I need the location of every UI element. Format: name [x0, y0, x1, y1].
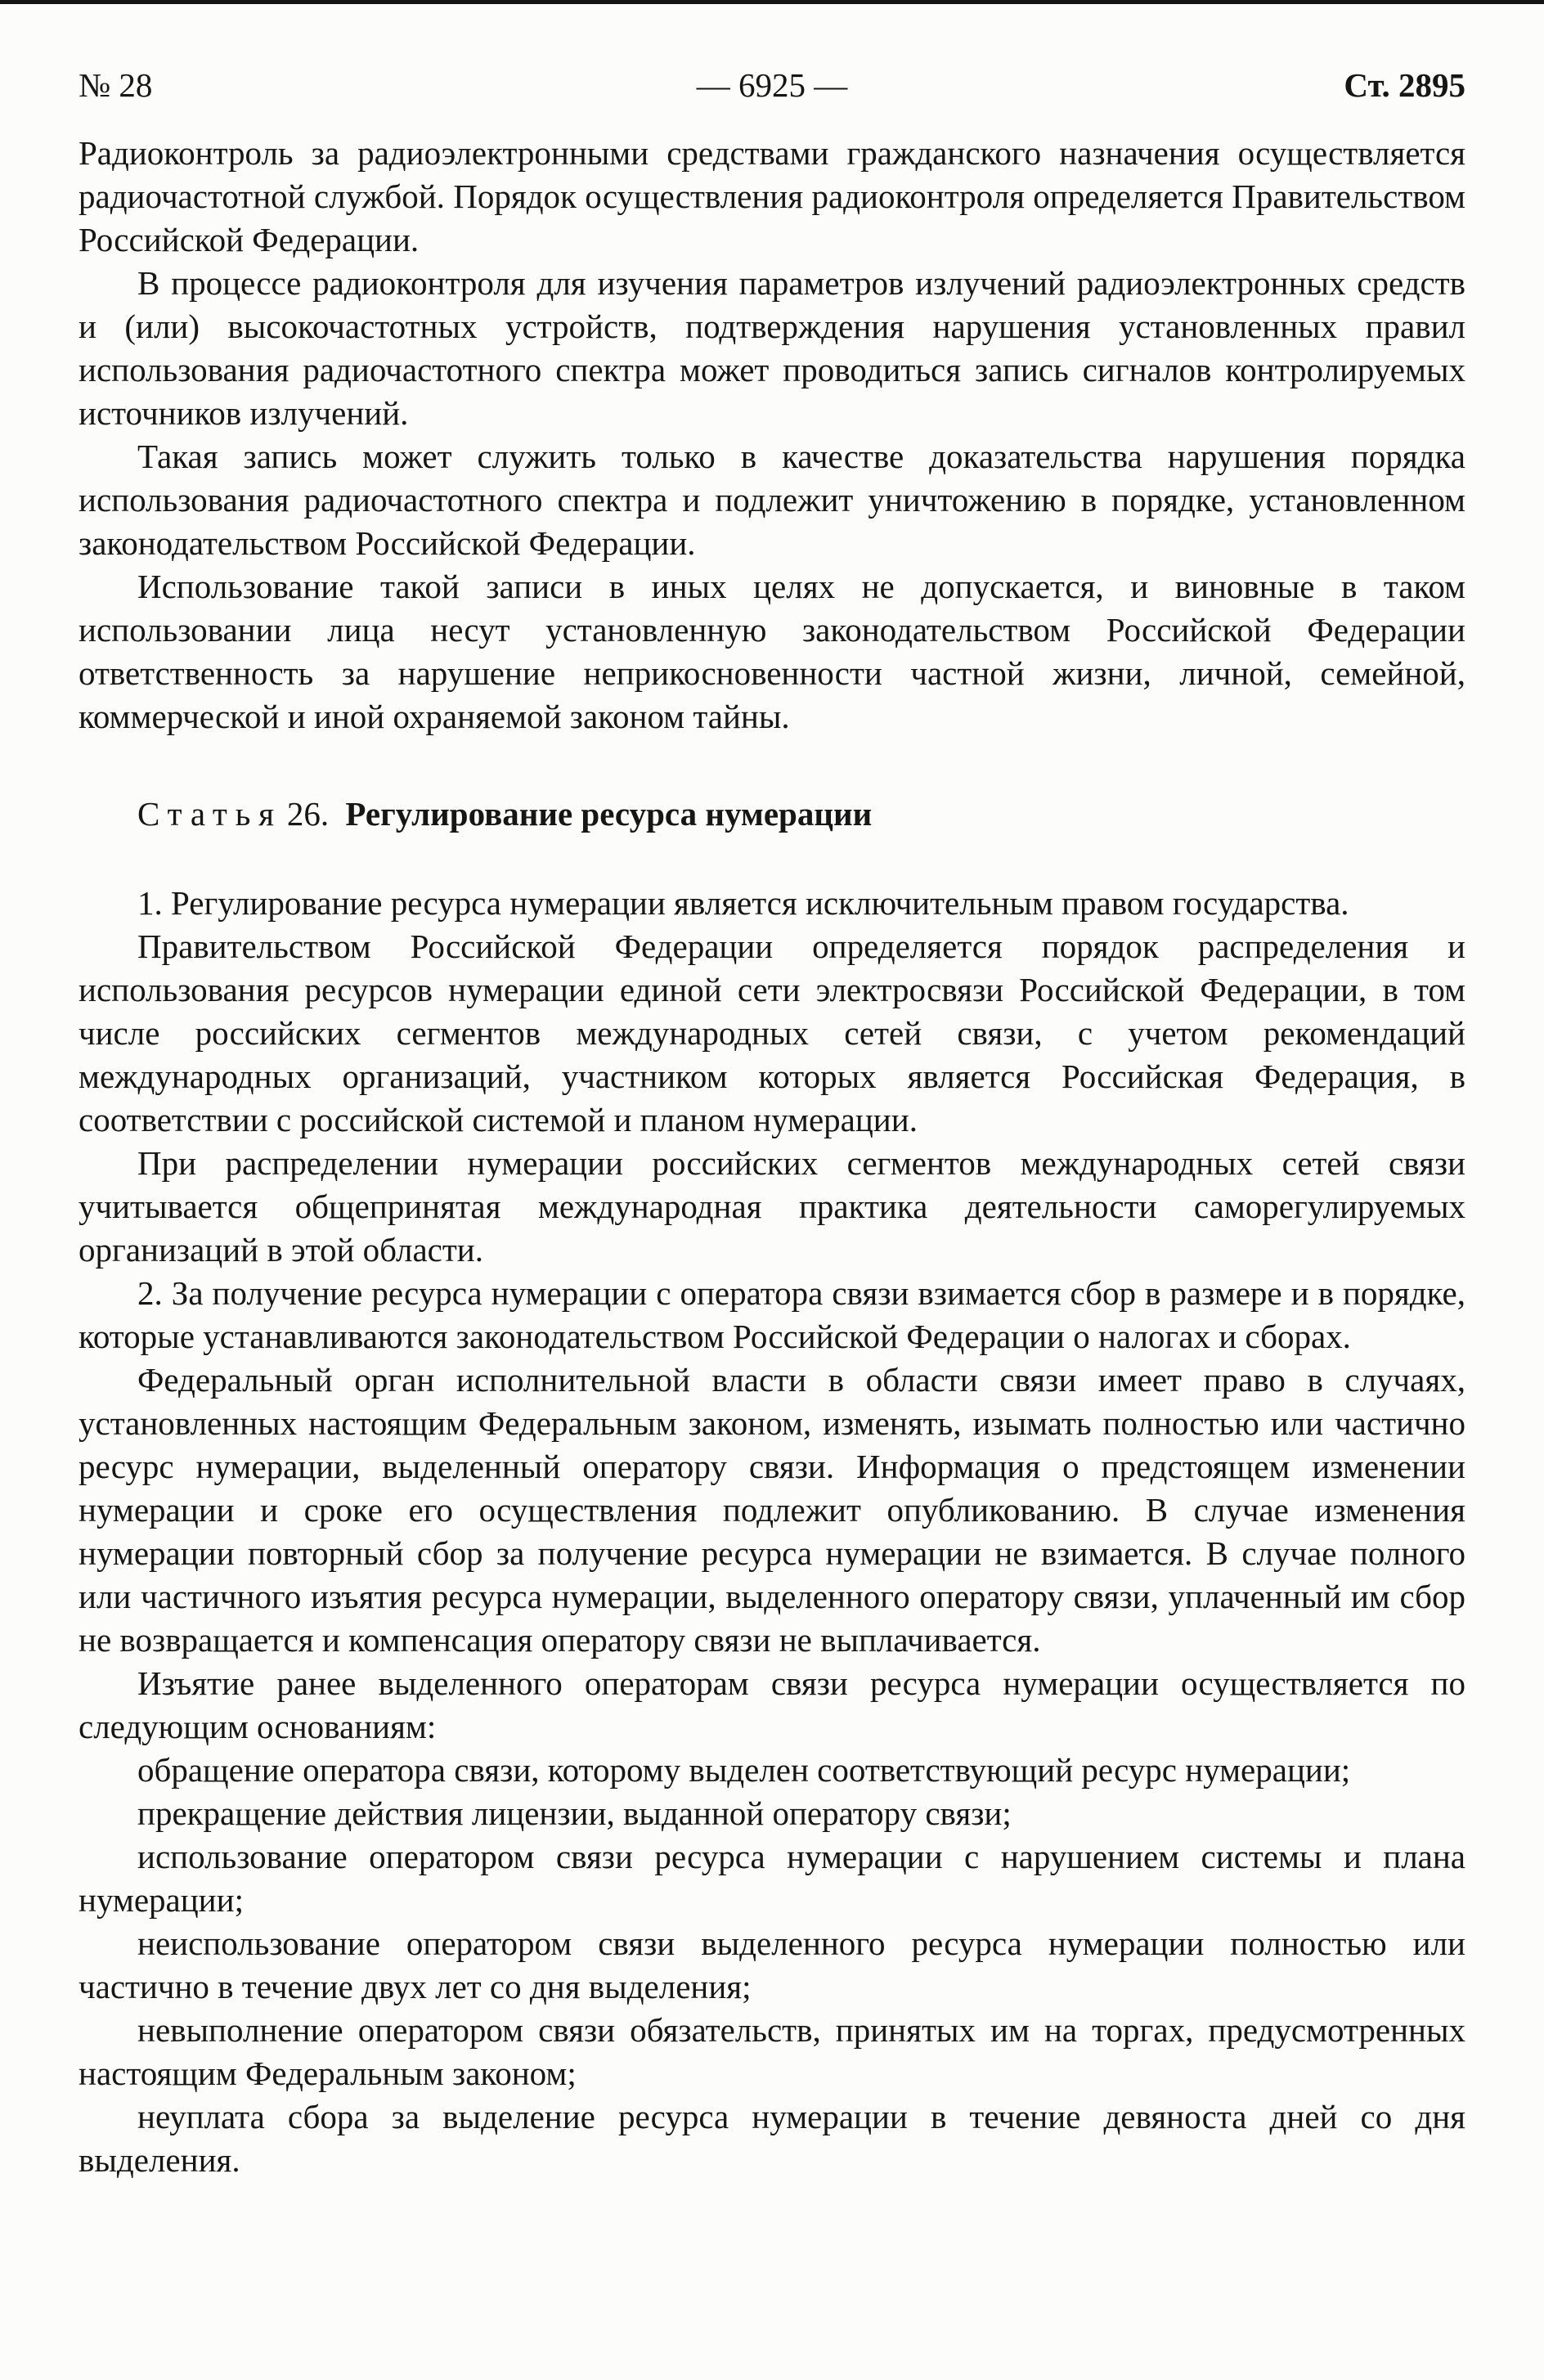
body-paragraph: прекращение действия лицензии, выданной оператору связи;	[137, 1794, 1012, 1832]
body-paragraph: 2. За получение ресурса нумерации с оператора связи взимается сбор в размере и в порядке, которые устанавливаются законодательством Российской Федерации о налогах и сборах.	[79, 1274, 1465, 1355]
body-paragraph: Правительством Российской Федерации определяется порядок распределения и использования ресурсов нумерации единой сети электросвязи Российской Федерации, в том числе российских сегментов международных сетей связи, с учетом рекомендаций международных организаций, участником которых является Российская Федерация, в соответствии с российской системой и планом нумерации.	[79, 927, 1465, 1138]
article-heading-label-number: 26.	[286, 795, 330, 833]
body-paragraph: использование оператором связи ресурса нумерации с нарушением системы и плана нумерации;	[79, 1838, 1465, 1919]
body-paragraph: неиспользование оператором связи выделенного ресурса нумерации полностью или частично в течение двух лет со дня выделения;	[79, 1924, 1465, 2005]
body-paragraph: невыполнение оператором связи обязательств, принятых им на торгах, предусмотренных настоящим Федеральным законом;	[79, 2011, 1465, 2092]
article-heading-title: Регулирование ресурса нумерации	[345, 795, 873, 833]
scan-edge-artifact	[0, 0, 1544, 4]
article-26-heading	[137, 793, 1465, 836]
page-number: — 6925 —	[696, 66, 848, 104]
page-body	[79, 132, 1465, 2182]
page-header	[79, 64, 1465, 107]
body-paragraph: Федеральный орган исполнительной власти в области связи имеет право в случаях, установленных настоящим Федеральным законом, изменять, изымать полностью или частично ресурс нумерации, выделенный оператору связи. Информация о предстоящем изменении нумерации и сроке его осуществления подлежит опубликованию. В случае изменения нумерации повторный сбор за получение ресурса нумерации не взимается. В случае полного или частичного изъятия ресурса нумерации, выделенного оператору связи, уплаченный им сбор не возвращается и компенсация оператору связи не выплачивается.	[79, 1361, 1465, 1659]
body-paragraph: При распределении нумерации российских сегментов международных сетей связи учитывается общепринятая международная практика деятельности саморегулируемых организаций в этой области.	[79, 1144, 1465, 1269]
body-paragraph: Такая запись может служить только в качестве доказательства нарушения порядка использования радиочастотного спектра и подлежит уничтожению в порядке, установленном законодательством Российской Федерации.	[79, 438, 1465, 562]
body-paragraph: Изъятие ранее выделенного операторам связи ресурса нумерации осуществляется по следующим основаниям:	[79, 1664, 1465, 1745]
article-ref-number: Ст. 2895	[1344, 66, 1465, 104]
body-paragraph: 1. Регулирование ресурса нумерации является исключительным правом государства.	[137, 884, 1349, 922]
body-paragraph: Использование такой записи в иных целях не допускается, и виновные в таком использовании лица несут установленную законодательством Российской Федерации ответственность за нарушение неприкосновенности частной жизни, личной, семейной, коммерческой и иной охраняемой законом тайны.	[79, 568, 1465, 735]
article-heading-label-word: Статья	[137, 795, 282, 833]
body-paragraph: неуплата сбора за выделение ресурса нумерации в течение девяноста дней со дня выделения.	[79, 2098, 1465, 2179]
body-paragraph: обращение оператора связи, которому выделен соответствующий ресурс нумерации;	[137, 1751, 1351, 1789]
issue-number: № 28	[79, 66, 153, 104]
body-paragraph: Радиоконтроль за радиоэлектронными средствами гражданского назначения осуществляется радиочастотной службой. Порядок осуществления радиоконтроля определяется Правительством Российской Федерации.	[79, 134, 1465, 258]
body-paragraph: В процессе радиоконтроля для изучения параметров излучений радиоэлектронных средств и (или) высокочастотных устройств, подтверждения нарушения установленных правил использования радиочастотного спектра может проводиться запись сигналов контролируемых источников излучений.	[79, 264, 1465, 432]
